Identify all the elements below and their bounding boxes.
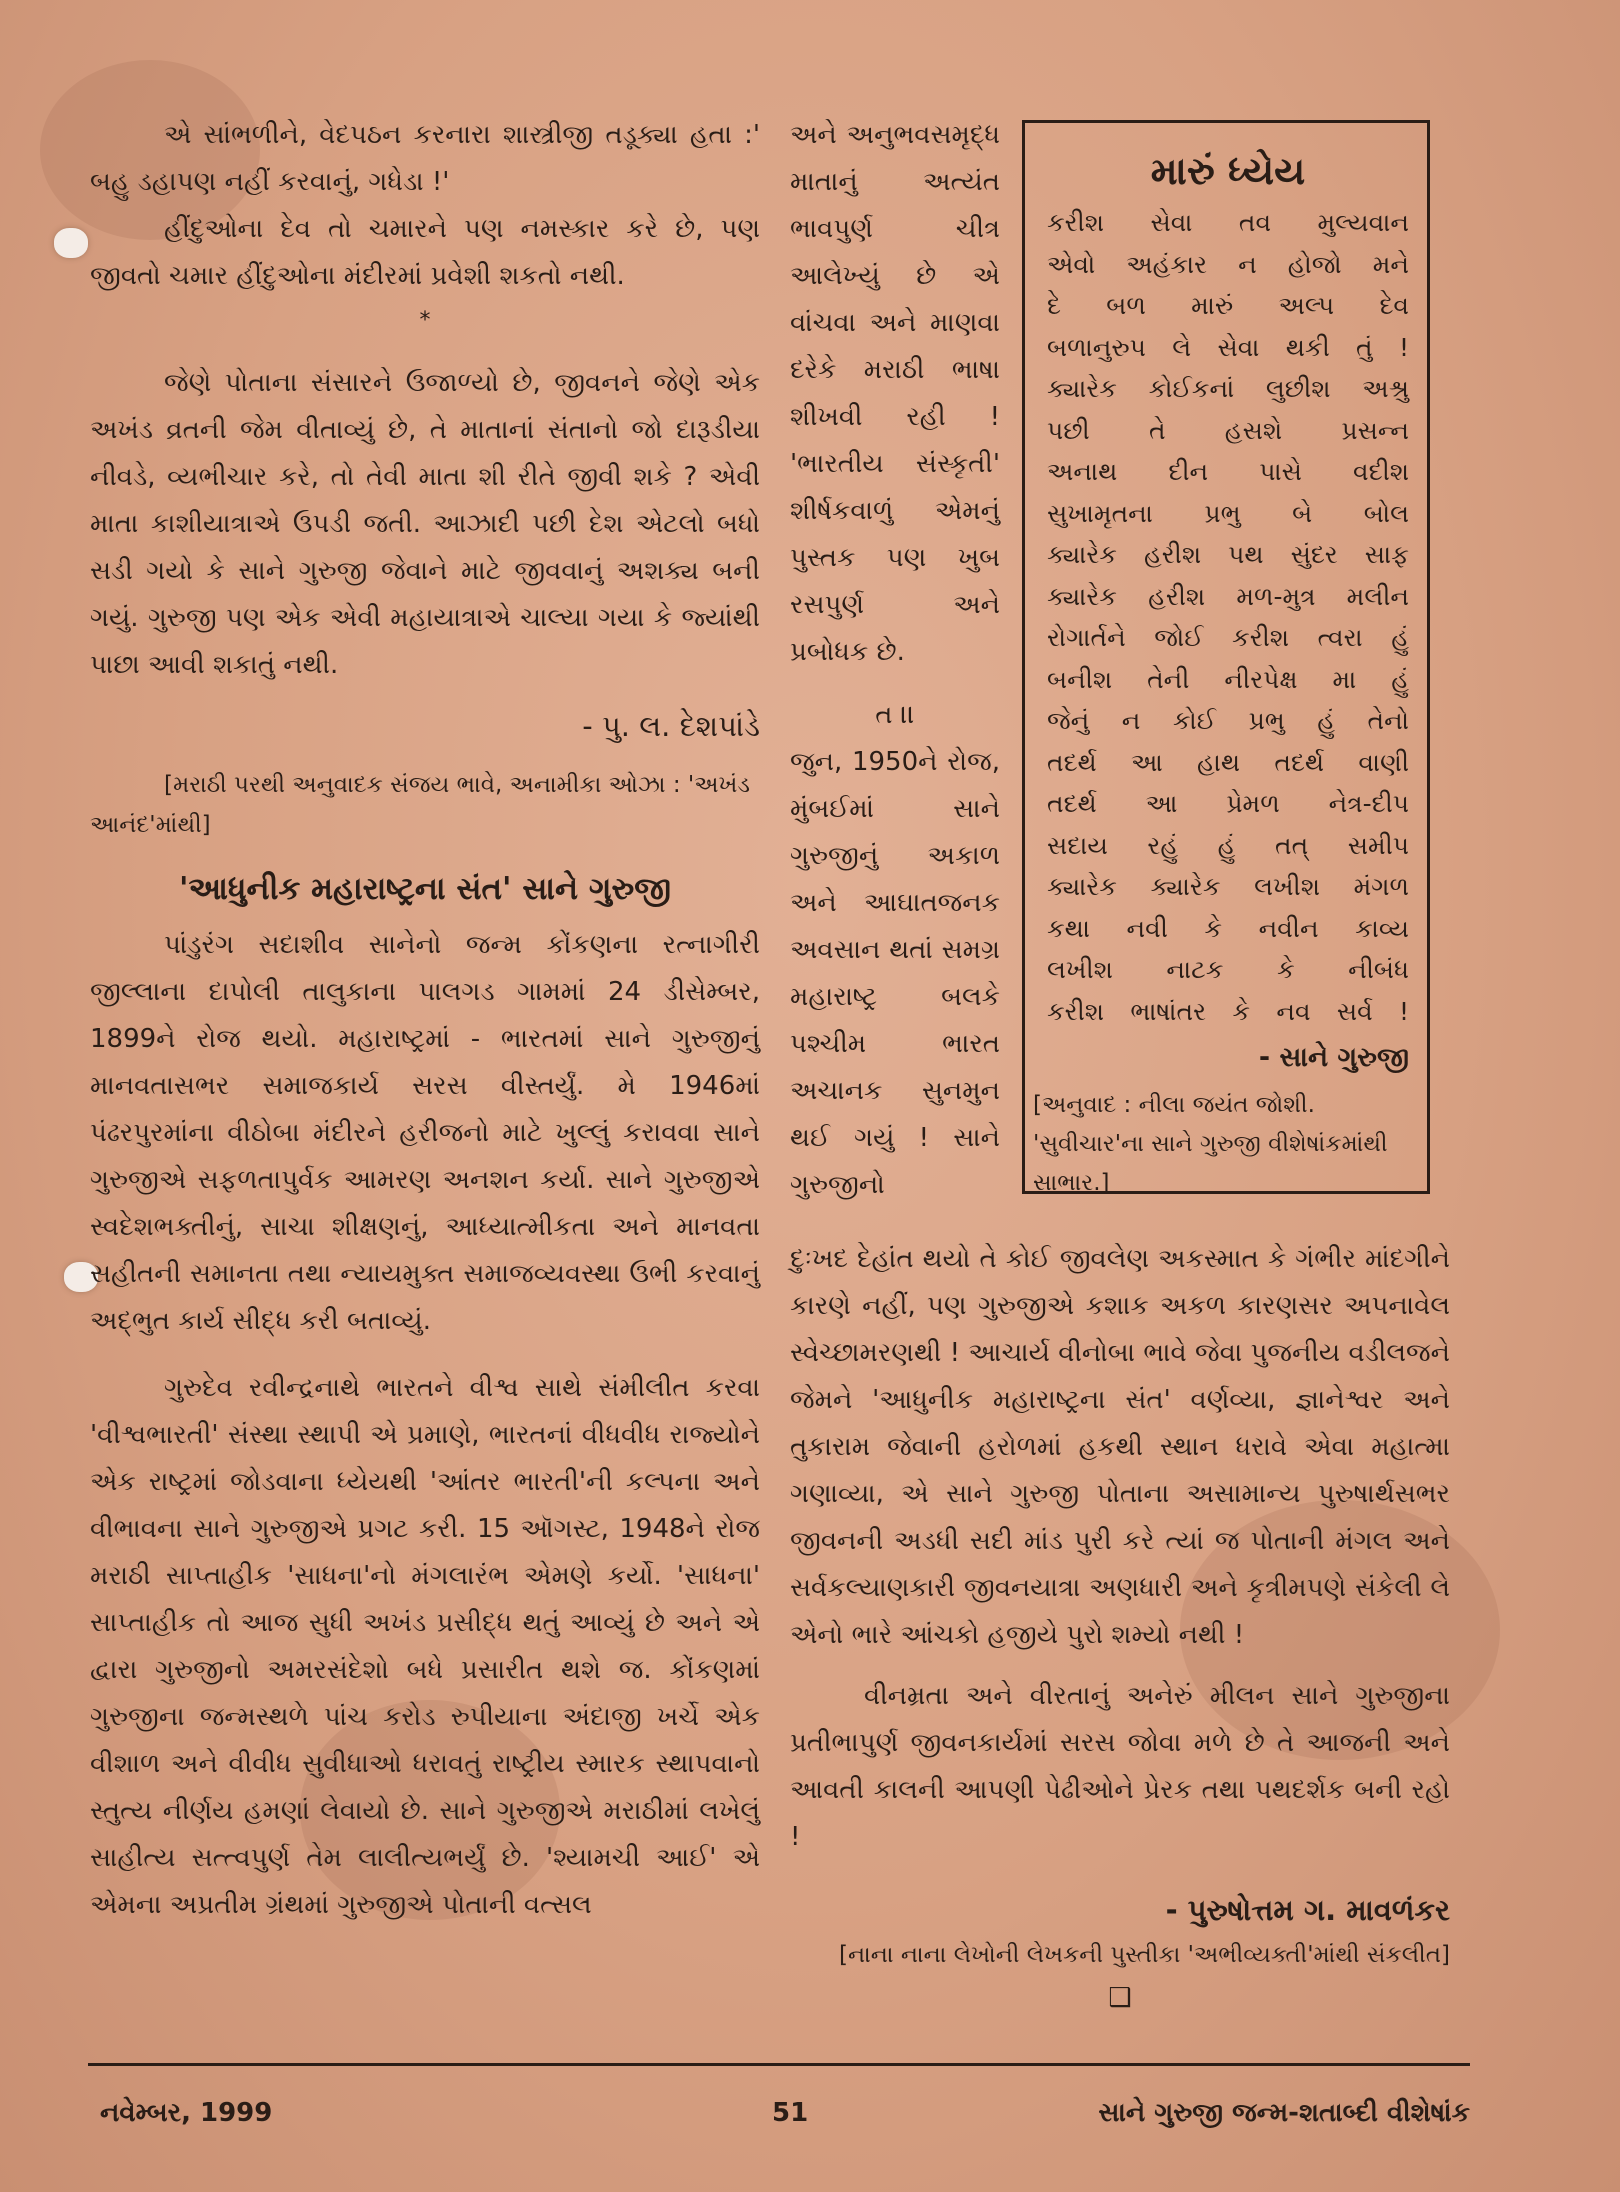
punch-hole [54,228,88,258]
poem-line: સદાય રહું હું તત્ સમીપ [1047,830,1409,860]
paragraph: હીંદુઓના દેવ તો ચમારને પણ નમસ્કાર કરે છે, પણ જીવતો ચમાર હીંદુઓના મંદીરમાં પ્રવેશી શકતો નથી. [90,214,760,291]
poem-line: એવો અહંકાર ન હોજો મને [1047,249,1409,279]
paragraph: અને અનુભવસમૃદ્ધ માતાનું અત્યંત ભાવપુર્ણ ચીત્ર આલેખ્યું છે એ વાંચવા અને માણવા દરેકે મરાઠી ભાષા શીખવી રહી ! 'ભારતીય સંસ્કૃતી' શીર્ષકવાળું એમનું પુસ્તક પણ ખુબ રસપુર્ણ અને પ્રબોધક છે. [790,120,1000,667]
poem-line: ક્યારેક કોઈકનાં લુછીશ અશ્રુ [1047,374,1409,403]
footer-date: નવેમ્બર, 1999 [100,2098,273,2128]
footer-rule [88,2063,1470,2066]
poem-line: જેનું ન કોઈ પ્રભુ હું તેનો [1047,706,1409,735]
poem-lines [1047,202,1409,1032]
paragraph: પાંડુરંગ સદાશીવ સાનેનો જન્મ કોંકણના રત્નાગીરી જીલ્લાના દાપોલી તાલુકાના પાલગડ ગામમાં 24 ડીસેમ્બર, 1899ને રોજ થયો. મહારાષ્ટ્રમાં - ભારતમાં સાને ગુરુજીનું માનવતાસભર સમાજકાર્ય સરસ વીસ્તર્યું. મે 1946માં પંઢરપુરમાંના વીઠોબા મંદીરને હરીજનો માટે ખુલ્લું કરાવવા સાને ગુરુજીએ સફળતાપુર્વક આમરણ અનશન કર્યા. સાને ગુરુજીએ સ્વદેશભક્તીનું, સાચા શીક્ષણનું, આધ્યાત્મીકતા અને માનવતા સહીતની સમાનતા તથા ન્યાયમુક્ત સમાજવ્યવસ્થા ઉભી કરવાનું અદ્ભુત કાર્ય સીદ્ધ કરી બતાવ્યું. [90,930,760,1336]
poem-line: લખીશ નાટક કે નીબંધ [1047,955,1409,984]
right-column [790,1236,1450,2021]
paragraph: વીનમ્રતા અને વીરતાનું અનેરું મીલન સાને ગુરુજીના પ્રતીભાપુર્ણ જીવનકાર્યમાં સરસ જોવા મળે છે તે આજની અને આવતી કાલની આપણી પેઢીઓને પ્રેરક તથા પથદર્શક બની રહો ! [790,1681,1450,1852]
section-separator: * [419,308,431,333]
poem-box [1022,120,1430,1194]
poem-line: તદર્થ આ હાથ તદર્થ વાણી [1047,747,1409,777]
footer-issue-title: સાને ગુરુજી જન્મ-શતાબ્દી વીશેષાંક [1098,2098,1470,2128]
end-mark: ❑ [1108,1983,1132,2013]
section-separator: ત ।। [875,700,915,730]
poem-line: તદર્થ આ પ્રેમળ નેત્ર-દીપ [1047,789,1409,818]
source-note: [નાના નાના લેખોની લેખકની પુસ્તીકા 'અભીવ્યક્તી'માંથી સંકલીત] [839,1942,1450,1968]
poem-author: - સાને ગુરુજી [1258,1042,1409,1073]
poem-line: બનીશ તેની નીરપેક્ષ મા હું [1047,664,1409,694]
paragraph: એ સાંભળીને, વેદપઠન કરનારા શાસ્ત્રીજી તડૂક્યા હતા :' બહુ ડહાપણ નહીં કરવાનું, ગધેડા !' [90,120,760,197]
poem-line: કથા નવી કે નવીન કાવ્ય [1047,913,1409,943]
middle-column [790,112,1000,1209]
poem-line: ક્યારેક હરીશ મળ-મુત્ર મલીન [1047,581,1409,611]
poem-line: રોગાર્તને જોઈ કરીશ ત્વરા હું [1047,623,1409,652]
poem-line: પછી તે હસશે પ્રસન્ન [1047,415,1409,445]
paragraph: જેણે પોતાના સંસારને ઉજાળ્યો છે, જીવનને જેણે એક અખંડ વ્રતની જેમ વીતાવ્યું છે, તે માતાનાં સંતાનો જો દારૂડીયા નીવડે, વ્યભીચાર કરે, તો તેવી માતા શી રીતે જીવી શકે ? એવી માતા કાશીયાત્રાએ ઉપડી જતી. આઝાદી પછી દેશ એટલો બધો સડી ગયો કે સાને ગુરુજી જેવાને માટે જીવવાનું અશક્ય બની ગયું. ગુરુજી પણ એક એવી મહાયાત્રાએ ચાલ્યા ગયા કે જ્યાંથી પાછા આવી શકાતું નથી. [90,368,760,680]
poem-line: ક્યારેક હરીશ પથ સુંદર સાફ [1047,540,1409,569]
author-credit: - પુ. લ. દેશપાંડે [582,709,760,743]
paragraph: દુઃખદ દેહાંત થયો તે કોઈ જીવલેણ અકસ્માત કે ગંભીર માંદગીને કારણે નહીં, પણ ગુરુજીએ કશાક અકળ કારણસર અપનાવેલ સ્વેચ્છામરણથી ! આચાર્ય વીનોબા ભાવે જેવા પુજનીય વડીલજને જેમને 'આધુનીક મહારાષ્ટ્રના સંત' વર્ણવ્યા, જ્ઞાનેશ્વર અને તુકારામ જેવાની હરોળમાં હકથી સ્થાન ધરાવે એવા મહાત્મા ગણાવ્યા, એ સાને ગુરુજી પોતાના અસામાન્ય પુરુષાર્થસભર જીવનની અડધી સદી માંડ પુરી કરે ત્યાં જ પોતાની મંગલ અને સર્વકલ્યાણકારી જીવનયાત્રા અણધારી અને કૃત્રીમપણે સંકેલી લે એનો ભારે આંચકો હજીયે પુરો શમ્યો નથી ! [790,1244,1450,1650]
author-credit: - પુરુષોત્તમ ગ. માવળંકર [1165,1893,1450,1927]
poem-line: બળાનુરુપ લે સેવા થકી તું ! [1047,332,1409,362]
poem-line: કરીશ ભાષાંતર કે નવ સર્વ ! [1047,996,1409,1026]
paragraph: ગુરુદેવ રવીન્દ્રનાથે ભારતને વીશ્વ સાથે સંમીલીત કરવા 'વીશ્વભારતી' સંસ્થા સ્થાપી એ પ્રમાણે, ભારતનાં વીધવીધ રાજ્યોને એક રાષ્ટ્રમાં જોડવાના ધ્યેયથી 'આંતર ભારતી'ની કલ્પના અને વીભાવના સાને ગુરુજીએ પ્રગટ કરી. 15 ઑગસ્ટ, 1948ને રોજ મરાઠી સાપ્તાહીક 'સાધના'નો મંગલારંભ એમણે કર્યો. 'સાધના' સાપ્તાહીક તો આજ સુધી અખંડ પ્રસીદ્ધ થતું આવ્યું છે અને એ દ્વારા ગુરુજીનો અમરસંદેશો બધે પ્રસારીત થશે જ. કોંકણમાં ગુરુજીના જન્મસ્થળે પાંચ કરોડ રુપીયાના અંદાજી ખર્ચે એક વીશાળ અને વીવીધ સુવીધાઓ ધરાવતું રાષ્ટ્રીય સ્મારક સ્થાપવાનો સ્તુત્ય નીર્ણય હમણાં લેવાયો છે. સાને ગુરુજીએ મરાઠીમાં લખેલું સાહીત્ય સત્ત્વપુર્ણ તેમ લાલીત્યભર્યું છે. 'શ્યામચી આઈ' એ એમના અપ્રતીમ ગ્રંથમાં ગુરુજીએ પોતાની વત્સલ [90,1373,760,1920]
poem-title: મારું ધ્યેય [1150,149,1306,193]
poem-line: દે બળ મારું અલ્પ દેવ [1047,291,1409,320]
paragraph: જુન, 1950ને રોજ, મુંબઈમાં સાને ગુરુજીનું અકાળ અને આઘાતજનક અવસાન થતાં સમગ્ર મહારાષ્ટ્ર બલકે પશ્ચીમ ભારત અચાનક સુનમુન થઈ ગયું ! સાને ગુરુજીનો [790,747,1000,1200]
article-heading: 'આધુનીક મહારાષ્ટ્રના સંત' સાને ગુરુજી [178,871,672,907]
page-number: 51 [772,2098,809,2128]
left-column [90,112,760,1929]
poem-line: કરીશ સેવા તવ મુલ્યવાન [1047,208,1409,237]
poem-line: ક્યારેક ક્યારેક લખીશ મંગળ [1047,872,1409,901]
poem-line: અનાથ દીન પાસે વદીશ [1047,457,1409,486]
source-note: [મરાઠી પરથી અનુવાદક સંજય ભાવે, અનામીકા ઓઝા : 'અખંડ આનંદ'માંથી] [90,772,751,838]
poem-source-note: [અનુવાદ : નીલા જયંત જોશી. 'સુવીચાર'ના સાને ગુરુજી વીશેષાંકમાંથી સાભાર.] [1033,1092,1388,1196]
poem-line: સુખામૃતના પ્રભુ બે બોલ [1047,498,1409,528]
